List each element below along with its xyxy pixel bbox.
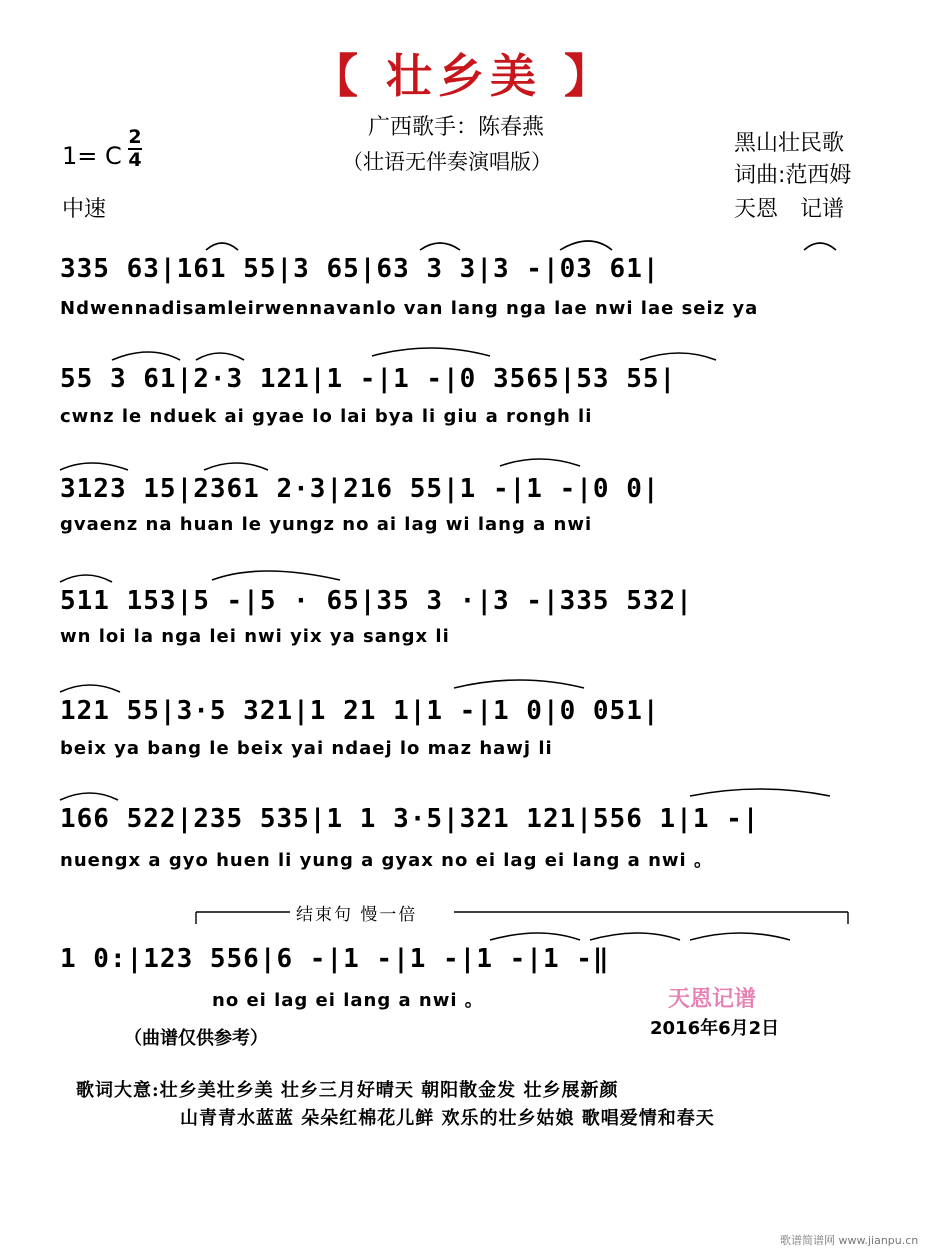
- score-line-6-lyrics: nuengx a gyo huen li yung a gyax no ei lag ei lang a nwi 。: [60, 850, 713, 871]
- key-signature: 1= C: [62, 142, 122, 170]
- slur: [640, 353, 716, 360]
- score-line-2-notes: 55 3 61|2·3 121|1 -|1 -|0 3565|53 55|: [60, 364, 677, 394]
- score-line-5-notes: 121 55|3·5 321|1 21 1|1 -|1 0|0 051|: [60, 696, 660, 726]
- score-line-1-lyrics: Ndwennadisamleirwennavanlo van lang nga lae nwi lae seiz ya: [60, 298, 759, 319]
- score-line-4-notes: 511 153|5 -|5 · 65|35 3 ·|3 -|335 532|: [60, 586, 693, 616]
- slur: [420, 243, 460, 250]
- slur: [560, 241, 612, 250]
- slur: [690, 789, 830, 796]
- slur: [212, 571, 340, 580]
- slur: [690, 933, 790, 940]
- transcriber-stamp: 天恩记谱: [668, 986, 757, 1012]
- time-bottom: 4: [128, 149, 142, 171]
- song-title: 【 壮乡美 】: [311, 49, 617, 103]
- reference-note: （曲谱仅供参考）: [124, 1028, 268, 1049]
- slur: [500, 459, 580, 466]
- score-line-2-lyrics: cwnz le nduek ai gyae lo lai bya li giu a rongh li: [60, 406, 593, 427]
- score-line-6-notes: 166 522|235 535|1 1 3·5|321 121|556 1|1 -|: [60, 804, 760, 834]
- slur: [590, 933, 680, 940]
- slur: [60, 685, 120, 692]
- slur: [372, 348, 490, 356]
- score-line-1-notes: 335 63|161 55|3 65|63 3 3|3 -|03 61|: [60, 254, 660, 284]
- site-watermark: 歌谱简谱网 www.jianpu.cn: [780, 1234, 919, 1247]
- credit-composer: 词曲:范西姆: [734, 163, 852, 188]
- time-top: 2: [128, 126, 142, 148]
- slur: [454, 680, 584, 688]
- credit-origin: 黑山壮民歌: [734, 131, 845, 156]
- lyrics-meaning-line-1: 歌词大意:壮乡美壮乡美 壮乡三月好晴天 朝阳散金发 壮乡展新颜: [76, 1080, 619, 1101]
- slur: [60, 463, 128, 470]
- score-line-3-notes: 3123 15|2361 2·3|216 55|1 -|1 -|0 0|: [60, 474, 660, 504]
- tempo-marking: 中速: [62, 197, 107, 222]
- slur: [204, 463, 268, 470]
- lyrics-meaning-line-2: 山青青水蓝蓝 朵朵红棉花儿鲜 欢乐的壮乡姑娘 歌唱爱情和春天: [180, 1108, 715, 1129]
- credit-transcriber: 天恩 记谱: [734, 197, 845, 222]
- ending-cue: 结束句 慢一倍: [296, 905, 418, 925]
- transcription-date: 2016年6月2日: [650, 1018, 780, 1039]
- version-line: （壮语无伴奏演唱版）: [342, 150, 552, 174]
- slur: [804, 243, 836, 250]
- slur: [112, 352, 180, 360]
- slur: [196, 353, 244, 360]
- slur: [60, 793, 118, 800]
- slur: [206, 243, 238, 250]
- singer-line: 广西歌手：陈春燕: [368, 115, 545, 140]
- slur: [60, 575, 112, 582]
- score-line-7-notes: 1 0:|123 556|6 -|1 -|1 -|1 -|1 -‖: [60, 944, 610, 974]
- slur: [490, 933, 580, 940]
- score-line-7-lyrics: no ei lag ei lang a nwi 。: [212, 990, 484, 1011]
- score-line-5-lyrics: beix ya bang le beix yai ndaej lo maz hawj li: [60, 738, 553, 759]
- score-line-3-lyrics: gvaenz na huan le yungz no ai lag wi lang a nwi: [60, 514, 593, 535]
- score-line-4-lyrics: wn loi la nga lei nwi yix ya sangx li: [60, 626, 450, 647]
